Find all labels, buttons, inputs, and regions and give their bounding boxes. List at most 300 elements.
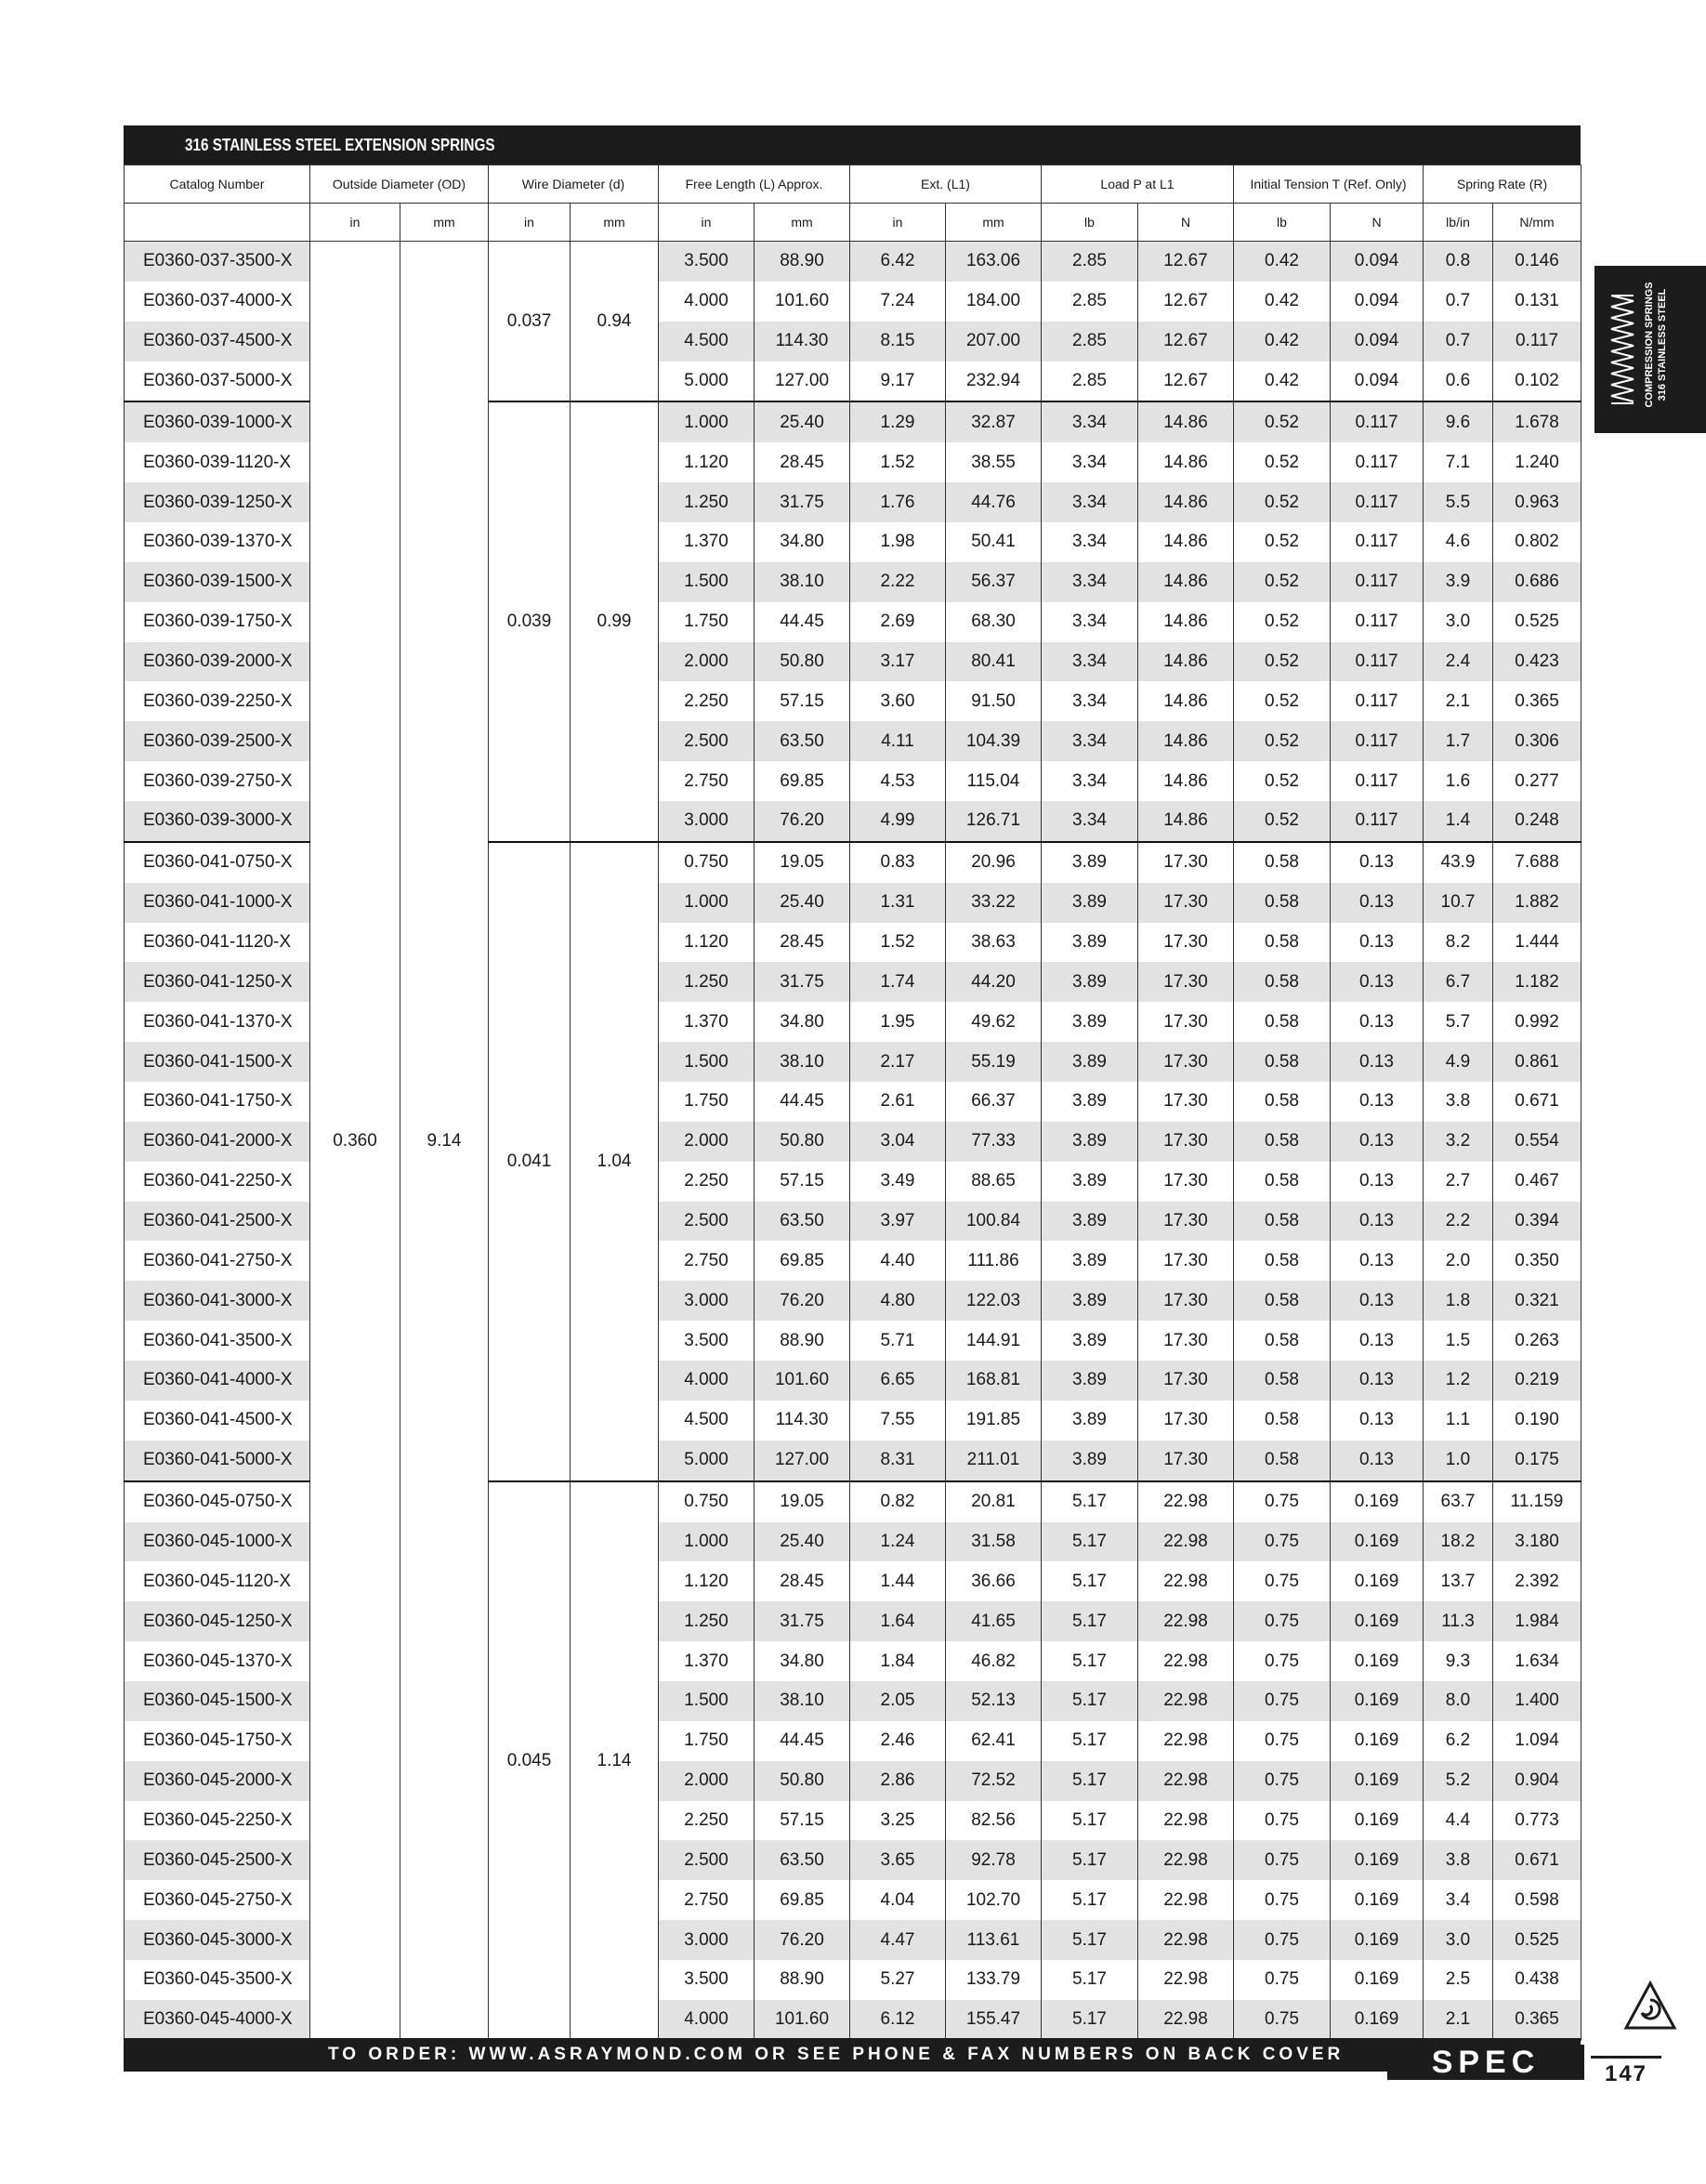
tension-n-cell: 0.169 xyxy=(1331,1721,1424,1761)
free-length-in-cell: 1.250 xyxy=(659,962,755,1002)
raymond-logo-icon xyxy=(1622,1980,1678,2035)
free-length-in-cell: 3.000 xyxy=(659,801,755,842)
load-n-cell: 22.98 xyxy=(1138,1601,1234,1641)
ext-mm-cell: 113.61 xyxy=(946,1920,1042,1960)
ext-mm-cell: 168.81 xyxy=(946,1361,1042,1401)
free-length-in-cell: 2.750 xyxy=(659,761,755,801)
tension-n-cell: 0.117 xyxy=(1331,562,1424,602)
free-length-in-cell: 1.120 xyxy=(659,1561,755,1601)
rate-nmm-cell: 0.525 xyxy=(1493,602,1581,642)
rate-nmm-cell: 0.350 xyxy=(1493,1241,1581,1281)
rate-nmm-cell: 0.525 xyxy=(1493,1920,1581,1960)
tension-lb-cell: 0.52 xyxy=(1234,681,1331,721)
header-initial-tension: Initial Tension T (Ref. Only) xyxy=(1234,165,1424,204)
unit-tension-n: N xyxy=(1331,204,1424,242)
rate-lbin-cell: 2.0 xyxy=(1424,1241,1493,1281)
unit-rate-nmm: N/mm xyxy=(1493,204,1581,242)
load-lb-cell: 5.17 xyxy=(1042,1840,1138,1880)
tension-lb-cell: 0.75 xyxy=(1234,1960,1331,2000)
header-extension: Ext. (L1) xyxy=(850,165,1042,204)
catalog-number-cell: E0360-039-1000-X xyxy=(125,401,310,442)
free-length-in-cell: 2.500 xyxy=(659,1202,755,1242)
tension-lb-cell: 0.52 xyxy=(1234,522,1331,562)
rate-lbin-cell: 9.3 xyxy=(1424,1641,1493,1681)
tension-lb-cell: 0.58 xyxy=(1234,1122,1331,1162)
free-length-mm-cell: 28.45 xyxy=(755,1561,850,1601)
ext-mm-cell: 207.00 xyxy=(946,322,1042,362)
wire-mm-cell: 1.14 xyxy=(571,1481,659,2041)
load-lb-cell: 3.89 xyxy=(1042,1241,1138,1281)
header-wire-diameter: Wire Diameter (d) xyxy=(489,165,659,204)
tension-lb-cell: 0.58 xyxy=(1234,1241,1331,1281)
side-tab-line2: 316 STAINLESS STEEL xyxy=(1657,288,1668,401)
ext-mm-cell: 191.85 xyxy=(946,1401,1042,1441)
tension-lb-cell: 0.58 xyxy=(1234,1042,1331,1082)
catalog-number-cell: E0360-045-2500-X xyxy=(125,1840,310,1880)
load-n-cell: 14.86 xyxy=(1138,602,1234,642)
free-length-mm-cell: 88.90 xyxy=(755,242,850,282)
free-length-in-cell: 3.500 xyxy=(659,242,755,282)
rate-nmm-cell: 0.598 xyxy=(1493,1880,1581,1920)
free-length-in-cell: 3.500 xyxy=(659,1960,755,2000)
rate-nmm-cell: 0.423 xyxy=(1493,642,1581,682)
rate-lbin-cell: 1.6 xyxy=(1424,761,1493,801)
ext-mm-cell: 20.96 xyxy=(946,842,1042,883)
rate-lbin-cell: 1.4 xyxy=(1424,801,1493,842)
ext-in-cell: 4.80 xyxy=(850,1281,946,1321)
rate-lbin-cell: 1.0 xyxy=(1424,1441,1493,1481)
ext-mm-cell: 122.03 xyxy=(946,1281,1042,1321)
ext-mm-cell: 72.52 xyxy=(946,1761,1042,1801)
catalog-number-cell: E0360-045-3500-X xyxy=(125,1960,310,2000)
ext-mm-cell: 38.55 xyxy=(946,442,1042,482)
rate-nmm-cell: 0.992 xyxy=(1493,1002,1581,1042)
free-length-mm-cell: 50.80 xyxy=(755,1122,850,1162)
tension-n-cell: 0.169 xyxy=(1331,1840,1424,1880)
tension-lb-cell: 0.75 xyxy=(1234,1801,1331,1841)
free-length-in-cell: 0.750 xyxy=(659,1481,755,1522)
rate-lbin-cell: 3.8 xyxy=(1424,1840,1493,1880)
ext-mm-cell: 115.04 xyxy=(946,761,1042,801)
rate-nmm-cell: 0.146 xyxy=(1493,242,1581,282)
tension-n-cell: 0.117 xyxy=(1331,681,1424,721)
ext-in-cell: 3.17 xyxy=(850,642,946,682)
rate-lbin-cell: 6.2 xyxy=(1424,1721,1493,1761)
tension-lb-cell: 0.42 xyxy=(1234,362,1331,402)
load-lb-cell: 3.89 xyxy=(1042,1082,1138,1122)
tension-lb-cell: 0.75 xyxy=(1234,2000,1331,2040)
free-length-in-cell: 2.750 xyxy=(659,1241,755,1281)
ext-mm-cell: 155.47 xyxy=(946,2000,1042,2040)
rate-lbin-cell: 6.7 xyxy=(1424,962,1493,1002)
load-lb-cell: 5.17 xyxy=(1042,1641,1138,1681)
free-length-in-cell: 3.500 xyxy=(659,1321,755,1361)
catalog-number-cell: E0360-039-2750-X xyxy=(125,761,310,801)
free-length-mm-cell: 57.15 xyxy=(755,1801,850,1841)
ext-mm-cell: 31.58 xyxy=(946,1522,1042,1562)
rate-nmm-cell: 1.240 xyxy=(1493,442,1581,482)
load-lb-cell: 2.85 xyxy=(1042,282,1138,322)
catalog-number-cell: E0360-039-2250-X xyxy=(125,681,310,721)
tension-n-cell: 0.13 xyxy=(1331,1002,1424,1042)
load-lb-cell: 3.89 xyxy=(1042,1321,1138,1361)
tension-lb-cell: 0.75 xyxy=(1234,1481,1331,1522)
ext-mm-cell: 55.19 xyxy=(946,1042,1042,1082)
unit-tension-lb: lb xyxy=(1234,204,1331,242)
tension-n-cell: 0.117 xyxy=(1331,482,1424,522)
ext-mm-cell: 32.87 xyxy=(946,401,1042,442)
free-length-mm-cell: 44.45 xyxy=(755,602,850,642)
rate-lbin-cell: 4.4 xyxy=(1424,1801,1493,1841)
header-load: Load P at L1 xyxy=(1042,165,1234,204)
tension-n-cell: 0.117 xyxy=(1331,602,1424,642)
tension-n-cell: 0.117 xyxy=(1331,721,1424,761)
ext-mm-cell: 62.41 xyxy=(946,1721,1042,1761)
load-n-cell: 22.98 xyxy=(1138,1801,1234,1841)
tension-lb-cell: 0.52 xyxy=(1234,721,1331,761)
load-lb-cell: 3.89 xyxy=(1042,1002,1138,1042)
header-free-length: Free Length (L) Approx. xyxy=(659,165,850,204)
free-length-mm-cell: 69.85 xyxy=(755,761,850,801)
tension-n-cell: 0.169 xyxy=(1331,1761,1424,1801)
unit-od-mm: mm xyxy=(400,204,489,242)
rate-lbin-cell: 2.1 xyxy=(1424,681,1493,721)
ext-in-cell: 1.52 xyxy=(850,923,946,963)
ext-in-cell: 3.49 xyxy=(850,1162,946,1202)
free-length-mm-cell: 44.45 xyxy=(755,1721,850,1761)
load-n-cell: 22.98 xyxy=(1138,1681,1234,1721)
catalog-number-cell: E0360-045-1750-X xyxy=(125,1721,310,1761)
load-n-cell: 17.30 xyxy=(1138,1401,1234,1441)
load-n-cell: 17.30 xyxy=(1138,1002,1234,1042)
rate-nmm-cell: 0.365 xyxy=(1493,2000,1581,2040)
load-n-cell: 14.86 xyxy=(1138,562,1234,602)
tension-lb-cell: 0.52 xyxy=(1234,642,1331,682)
load-lb-cell: 3.89 xyxy=(1042,1042,1138,1082)
ext-mm-cell: 144.91 xyxy=(946,1321,1042,1361)
ext-mm-cell: 163.06 xyxy=(946,242,1042,282)
free-length-in-cell: 1.000 xyxy=(659,883,755,923)
rate-nmm-cell: 0.102 xyxy=(1493,362,1581,402)
rate-nmm-cell: 0.671 xyxy=(1493,1082,1581,1122)
rate-nmm-cell: 0.963 xyxy=(1493,482,1581,522)
free-length-in-cell: 1.000 xyxy=(659,401,755,442)
tension-n-cell: 0.117 xyxy=(1331,761,1424,801)
tension-n-cell: 0.117 xyxy=(1331,442,1424,482)
unit-od-in: in xyxy=(310,204,400,242)
catalog-number-cell: E0360-041-1000-X xyxy=(125,883,310,923)
ext-mm-cell: 50.41 xyxy=(946,522,1042,562)
free-length-mm-cell: 63.50 xyxy=(755,1840,850,1880)
rate-nmm-cell: 0.438 xyxy=(1493,1960,1581,2000)
ext-in-cell: 8.15 xyxy=(850,322,946,362)
free-length-in-cell: 1.500 xyxy=(659,1042,755,1082)
catalog-number-cell: E0360-045-4000-X xyxy=(125,2000,310,2040)
load-n-cell: 17.30 xyxy=(1138,1441,1234,1481)
free-length-in-cell: 2.000 xyxy=(659,1761,755,1801)
load-n-cell: 17.30 xyxy=(1138,923,1234,963)
load-lb-cell: 2.85 xyxy=(1042,362,1138,402)
tension-lb-cell: 0.58 xyxy=(1234,883,1331,923)
free-length-in-cell: 3.000 xyxy=(659,1281,755,1321)
ext-mm-cell: 56.37 xyxy=(946,562,1042,602)
catalog-number-cell: E0360-039-3000-X xyxy=(125,801,310,842)
catalog-number-cell: E0360-041-5000-X xyxy=(125,1441,310,1481)
rate-lbin-cell: 2.7 xyxy=(1424,1162,1493,1202)
free-length-mm-cell: 127.00 xyxy=(755,1441,850,1481)
rate-nmm-cell: 7.688 xyxy=(1493,842,1581,883)
load-n-cell: 14.86 xyxy=(1138,721,1234,761)
rate-nmm-cell: 1.882 xyxy=(1493,883,1581,923)
rate-nmm-cell: 2.392 xyxy=(1493,1561,1581,1601)
catalog-number-cell: E0360-037-4500-X xyxy=(125,322,310,362)
table-title-bar xyxy=(124,125,1581,164)
unit-length-in: in xyxy=(659,204,755,242)
rate-lbin-cell: 11.3 xyxy=(1424,1601,1493,1641)
rate-nmm-cell: 0.131 xyxy=(1493,282,1581,322)
load-lb-cell: 3.89 xyxy=(1042,1361,1138,1401)
load-lb-cell: 3.34 xyxy=(1042,482,1138,522)
free-length-mm-cell: 25.40 xyxy=(755,883,850,923)
ext-in-cell: 1.44 xyxy=(850,1561,946,1601)
ext-in-cell: 4.99 xyxy=(850,801,946,842)
ext-mm-cell: 46.82 xyxy=(946,1641,1042,1681)
ext-mm-cell: 211.01 xyxy=(946,1441,1042,1481)
tension-n-cell: 0.13 xyxy=(1331,962,1424,1002)
ext-in-cell: 2.61 xyxy=(850,1082,946,1122)
ext-in-cell: 1.24 xyxy=(850,1522,946,1562)
header-outside-diameter: Outside Diameter (OD) xyxy=(310,165,489,204)
catalog-number-cell: E0360-045-1000-X xyxy=(125,1522,310,1562)
unit-rate-lbin: lb/in xyxy=(1424,204,1493,242)
ext-in-cell: 4.04 xyxy=(850,1880,946,1920)
load-n-cell: 17.30 xyxy=(1138,1361,1234,1401)
rate-nmm-cell: 0.117 xyxy=(1493,322,1581,362)
tension-n-cell: 0.13 xyxy=(1331,842,1424,883)
rate-lbin-cell: 10.7 xyxy=(1424,883,1493,923)
ext-in-cell: 2.86 xyxy=(850,1761,946,1801)
tension-n-cell: 0.117 xyxy=(1331,642,1424,682)
load-n-cell: 14.86 xyxy=(1138,482,1234,522)
unit-blank xyxy=(125,204,310,242)
load-n-cell: 14.86 xyxy=(1138,801,1234,842)
free-length-in-cell: 1.500 xyxy=(659,1681,755,1721)
tension-lb-cell: 0.58 xyxy=(1234,1202,1331,1242)
free-length-in-cell: 1.750 xyxy=(659,1082,755,1122)
tension-lb-cell: 0.75 xyxy=(1234,1920,1331,1960)
catalog-number-cell: E0360-045-3000-X xyxy=(125,1920,310,1960)
footer-order-bar xyxy=(124,2038,1581,2072)
load-lb-cell: 5.17 xyxy=(1042,1801,1138,1841)
free-length-in-cell: 4.500 xyxy=(659,322,755,362)
load-n-cell: 17.30 xyxy=(1138,842,1234,883)
free-length-mm-cell: 31.75 xyxy=(755,962,850,1002)
catalog-number-cell: E0360-041-4500-X xyxy=(125,1401,310,1441)
load-lb-cell: 5.17 xyxy=(1042,1681,1138,1721)
ext-in-cell: 6.65 xyxy=(850,1361,946,1401)
free-length-mm-cell: 44.45 xyxy=(755,1082,850,1122)
tension-lb-cell: 0.52 xyxy=(1234,602,1331,642)
catalog-number-cell: E0360-045-1120-X xyxy=(125,1561,310,1601)
rate-lbin-cell: 8.2 xyxy=(1424,923,1493,963)
free-length-mm-cell: 101.60 xyxy=(755,282,850,322)
load-lb-cell: 3.89 xyxy=(1042,1401,1138,1441)
rate-nmm-cell: 0.219 xyxy=(1493,1361,1581,1401)
free-length-in-cell: 1.250 xyxy=(659,482,755,522)
ext-mm-cell: 44.76 xyxy=(946,482,1042,522)
tension-lb-cell: 0.58 xyxy=(1234,1281,1331,1321)
ext-in-cell: 7.24 xyxy=(850,282,946,322)
rate-lbin-cell: 4.6 xyxy=(1424,522,1493,562)
free-length-in-cell: 1.120 xyxy=(659,442,755,482)
unit-ext-in: in xyxy=(850,204,946,242)
tension-n-cell: 0.13 xyxy=(1331,1202,1424,1242)
tension-n-cell: 0.13 xyxy=(1331,1441,1424,1481)
load-lb-cell: 3.89 xyxy=(1042,1162,1138,1202)
load-lb-cell: 3.34 xyxy=(1042,681,1138,721)
ext-in-cell: 1.64 xyxy=(850,1601,946,1641)
load-lb-cell: 3.89 xyxy=(1042,1122,1138,1162)
load-n-cell: 22.98 xyxy=(1138,1880,1234,1920)
load-n-cell: 14.86 xyxy=(1138,522,1234,562)
wire-mm-cell: 0.94 xyxy=(571,242,659,402)
catalog-number-cell: E0360-037-4000-X xyxy=(125,282,310,322)
catalog-number-cell: E0360-045-2750-X xyxy=(125,1880,310,1920)
load-lb-cell: 2.85 xyxy=(1042,242,1138,282)
load-n-cell: 14.86 xyxy=(1138,681,1234,721)
tension-n-cell: 0.117 xyxy=(1331,522,1424,562)
free-length-mm-cell: 38.10 xyxy=(755,562,850,602)
load-n-cell: 22.98 xyxy=(1138,2000,1234,2040)
load-lb-cell: 3.89 xyxy=(1042,842,1138,883)
tension-lb-cell: 0.52 xyxy=(1234,761,1331,801)
ext-mm-cell: 91.50 xyxy=(946,681,1042,721)
tension-n-cell: 0.169 xyxy=(1331,1481,1424,1522)
rate-nmm-cell: 0.306 xyxy=(1493,721,1581,761)
free-length-in-cell: 3.000 xyxy=(659,1920,755,1960)
free-length-in-cell: 1.120 xyxy=(659,923,755,963)
catalog-number-cell: E0360-045-1500-X xyxy=(125,1681,310,1721)
rate-nmm-cell: 11.159 xyxy=(1493,1481,1581,1522)
ext-mm-cell: 111.86 xyxy=(946,1241,1042,1281)
ext-mm-cell: 126.71 xyxy=(946,801,1042,842)
tension-n-cell: 0.169 xyxy=(1331,1920,1424,1960)
ext-mm-cell: 80.41 xyxy=(946,642,1042,682)
ext-in-cell: 3.97 xyxy=(850,1202,946,1242)
load-lb-cell: 3.89 xyxy=(1042,962,1138,1002)
tension-n-cell: 0.13 xyxy=(1331,1281,1424,1321)
ext-mm-cell: 184.00 xyxy=(946,282,1042,322)
ext-mm-cell: 92.78 xyxy=(946,1840,1042,1880)
ext-in-cell: 3.65 xyxy=(850,1840,946,1880)
rate-nmm-cell: 1.400 xyxy=(1493,1681,1581,1721)
catalog-number-cell: E0360-039-2000-X xyxy=(125,642,310,682)
unit-load-lb: lb xyxy=(1042,204,1138,242)
tension-n-cell: 0.094 xyxy=(1331,282,1424,322)
free-length-mm-cell: 76.20 xyxy=(755,1281,850,1321)
free-length-in-cell: 2.500 xyxy=(659,1840,755,1880)
ext-mm-cell: 133.79 xyxy=(946,1960,1042,2000)
free-length-mm-cell: 57.15 xyxy=(755,681,850,721)
tension-n-cell: 0.169 xyxy=(1331,1681,1424,1721)
free-length-in-cell: 2.750 xyxy=(659,1880,755,1920)
catalog-number-cell: E0360-037-5000-X xyxy=(125,362,310,402)
free-length-mm-cell: 34.80 xyxy=(755,522,850,562)
load-n-cell: 14.86 xyxy=(1138,442,1234,482)
unit-wire-in: in xyxy=(489,204,571,242)
tension-n-cell: 0.13 xyxy=(1331,1401,1424,1441)
load-n-cell: 14.86 xyxy=(1138,761,1234,801)
tension-n-cell: 0.13 xyxy=(1331,1241,1424,1281)
ext-in-cell: 2.17 xyxy=(850,1042,946,1082)
free-length-in-cell: 2.250 xyxy=(659,681,755,721)
spring-spec-table xyxy=(124,164,1581,2041)
tension-lb-cell: 0.75 xyxy=(1234,1641,1331,1681)
load-n-cell: 17.30 xyxy=(1138,1241,1234,1281)
rate-nmm-cell: 0.554 xyxy=(1493,1122,1581,1162)
tension-lb-cell: 0.75 xyxy=(1234,1761,1331,1801)
free-length-mm-cell: 25.40 xyxy=(755,1522,850,1562)
header-spring-rate: Spring Rate (R) xyxy=(1424,165,1581,204)
spring-icon xyxy=(1604,292,1641,407)
tension-lb-cell: 0.42 xyxy=(1234,282,1331,322)
tension-lb-cell: 0.52 xyxy=(1234,401,1331,442)
tension-n-cell: 0.117 xyxy=(1331,401,1424,442)
free-length-in-cell: 1.250 xyxy=(659,1601,755,1641)
ext-in-cell: 5.27 xyxy=(850,1960,946,2000)
rate-lbin-cell: 3.2 xyxy=(1424,1122,1493,1162)
tension-n-cell: 0.169 xyxy=(1331,1880,1424,1920)
ext-in-cell: 9.17 xyxy=(850,362,946,402)
rate-nmm-cell: 0.467 xyxy=(1493,1162,1581,1202)
tension-n-cell: 0.13 xyxy=(1331,1082,1424,1122)
free-length-mm-cell: 28.45 xyxy=(755,442,850,482)
load-n-cell: 17.30 xyxy=(1138,1162,1234,1202)
catalog-number-cell: E0360-041-2750-X xyxy=(125,1241,310,1281)
ext-mm-cell: 77.33 xyxy=(946,1122,1042,1162)
tension-n-cell: 0.13 xyxy=(1331,1321,1424,1361)
load-n-cell: 22.98 xyxy=(1138,1561,1234,1601)
tension-lb-cell: 0.75 xyxy=(1234,1561,1331,1601)
free-length-in-cell: 5.000 xyxy=(659,1441,755,1481)
load-lb-cell: 3.34 xyxy=(1042,721,1138,761)
ext-in-cell: 4.47 xyxy=(850,1920,946,1960)
ext-mm-cell: 88.65 xyxy=(946,1162,1042,1202)
load-n-cell: 12.67 xyxy=(1138,242,1234,282)
od-in-cell: 0.360 xyxy=(310,242,400,2041)
ext-mm-cell: 82.56 xyxy=(946,1801,1042,1841)
ext-in-cell: 3.04 xyxy=(850,1122,946,1162)
free-length-in-cell: 1.370 xyxy=(659,1641,755,1681)
header-catalog-number: Catalog Number xyxy=(125,165,310,204)
load-n-cell: 22.98 xyxy=(1138,1481,1234,1522)
unit-length-mm: mm xyxy=(755,204,850,242)
load-n-cell: 17.30 xyxy=(1138,1202,1234,1242)
free-length-mm-cell: 28.45 xyxy=(755,923,850,963)
rate-nmm-cell: 1.094 xyxy=(1493,1721,1581,1761)
load-n-cell: 22.98 xyxy=(1138,1721,1234,1761)
load-n-cell: 22.98 xyxy=(1138,1761,1234,1801)
tension-lb-cell: 0.58 xyxy=(1234,842,1331,883)
ext-mm-cell: 102.70 xyxy=(946,1880,1042,1920)
load-lb-cell: 5.17 xyxy=(1042,1481,1138,1522)
wire-in-cell: 0.037 xyxy=(489,242,571,402)
load-lb-cell: 3.34 xyxy=(1042,401,1138,442)
ext-in-cell: 2.22 xyxy=(850,562,946,602)
free-length-in-cell: 1.000 xyxy=(659,1522,755,1562)
catalog-number-cell: E0360-041-3500-X xyxy=(125,1321,310,1361)
rate-lbin-cell: 1.2 xyxy=(1424,1361,1493,1401)
